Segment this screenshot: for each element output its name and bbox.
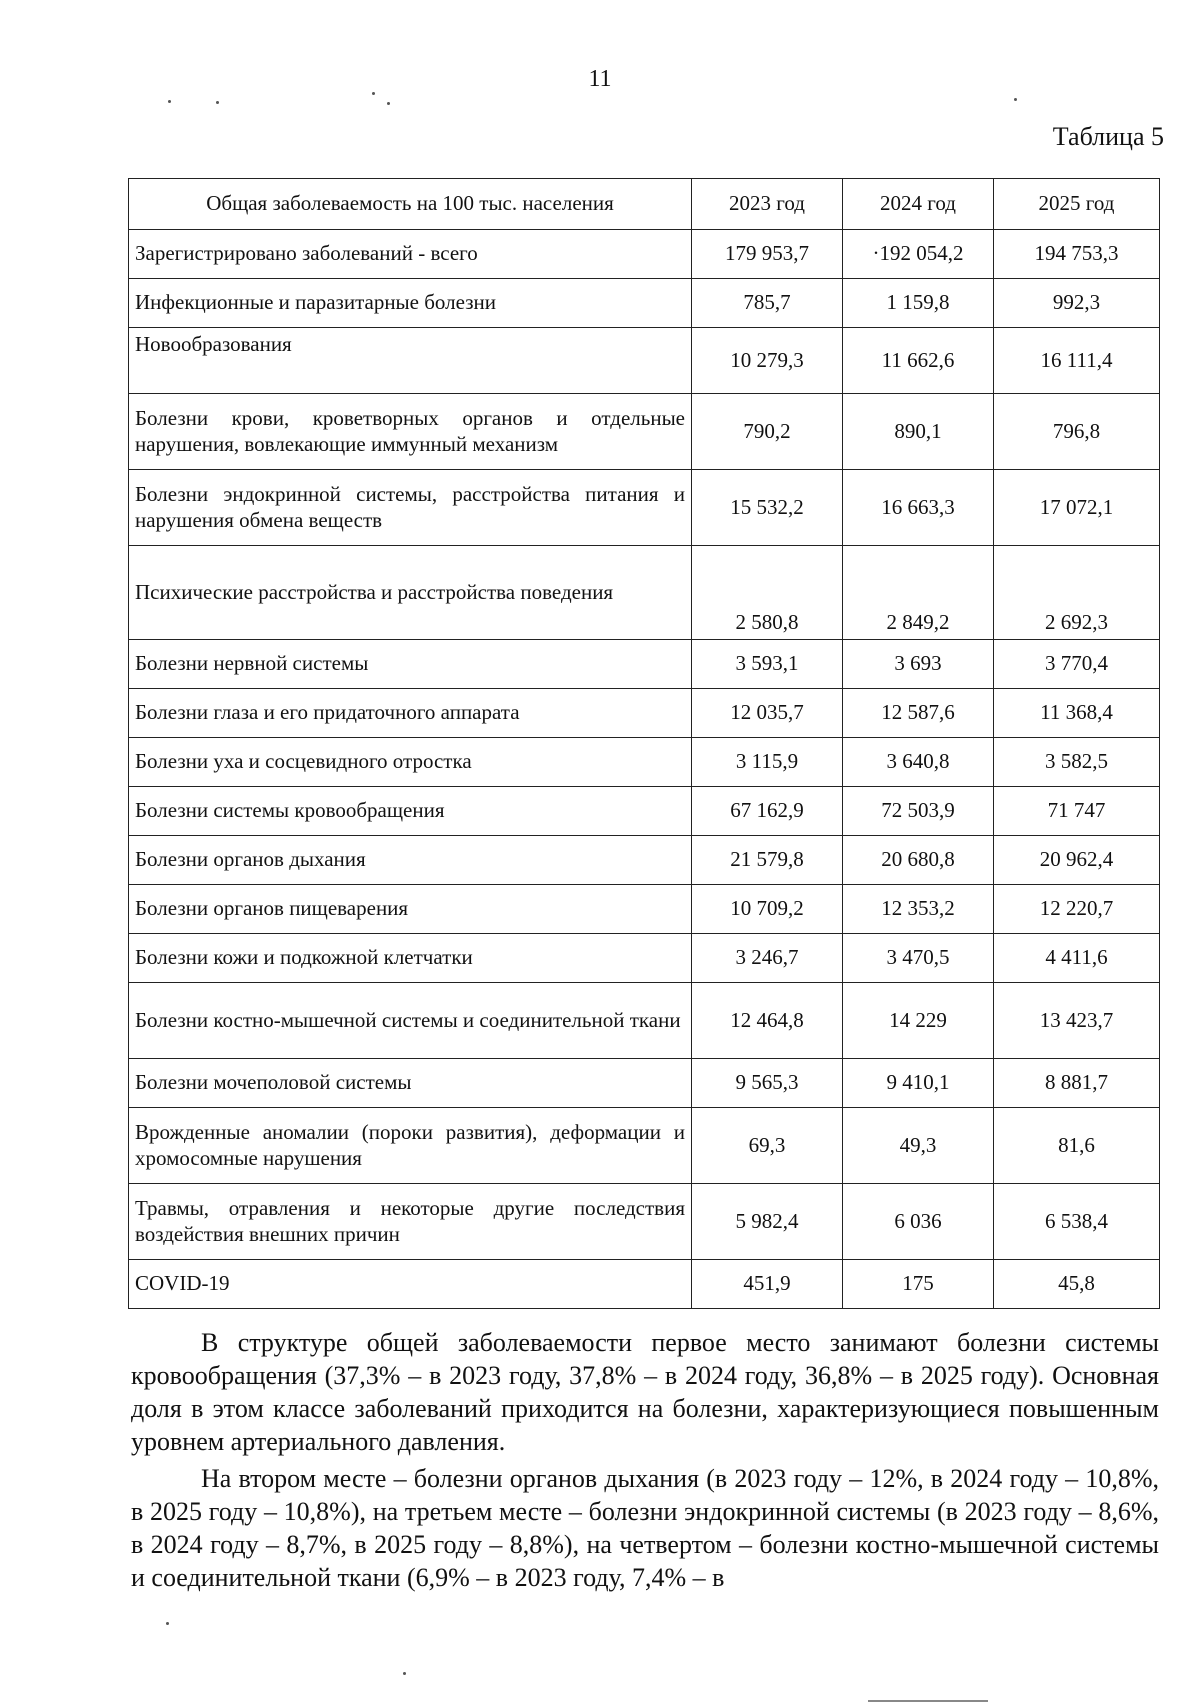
cell-2023: 179 953,7 xyxy=(692,230,843,279)
row-label: Болезни нервной системы xyxy=(129,640,692,689)
cell-2024: 49,3 xyxy=(843,1108,994,1184)
cell-2025: 45,8 xyxy=(994,1260,1160,1309)
body-text xyxy=(131,1326,1159,1598)
row-label: Инфекционные и паразитарные болезни xyxy=(129,279,692,328)
cell-2024: 3 640,8 xyxy=(843,738,994,787)
header-2025: 2025 год xyxy=(994,179,1160,230)
row-label: Психические расстройства и расстройства поведения xyxy=(129,546,692,640)
cell-2025: 4 411,6 xyxy=(994,934,1160,983)
cell-2025: 20 962,4 xyxy=(994,836,1160,885)
header-2024: 2024 год xyxy=(843,179,994,230)
cell-2025: 194 753,3 xyxy=(994,230,1160,279)
cell-2024: 12 587,6 xyxy=(843,689,994,738)
cell-2025: 71 747 xyxy=(994,787,1160,836)
cell-2025: 11 368,4 xyxy=(994,689,1160,738)
page-number: 11 xyxy=(588,66,612,92)
cell-2024: 20 680,8 xyxy=(843,836,994,885)
table-row xyxy=(129,640,1160,689)
cell-2024: 16 663,3 xyxy=(843,470,994,546)
row-label: Болезни системы кровообращения xyxy=(129,787,692,836)
row-label: Болезни мочеполовой системы xyxy=(129,1059,692,1108)
table-row xyxy=(129,1059,1160,1108)
cell-2024: 890,1 xyxy=(843,394,994,470)
cell-2023: 12 464,8 xyxy=(692,983,843,1059)
row-label: Врожденные аномалии (пороки развития), деформации и хромосомные нарушения xyxy=(129,1108,692,1184)
cell-2024: 12 353,2 xyxy=(843,885,994,934)
cell-2023: 69,3 xyxy=(692,1108,843,1184)
cell-2023: 5 982,4 xyxy=(692,1184,843,1260)
cell-2023: 9 565,3 xyxy=(692,1059,843,1108)
table-row xyxy=(129,394,1160,470)
cell-2025: 2 692,3 xyxy=(994,546,1160,640)
cell-2023: 3 115,9 xyxy=(692,738,843,787)
cell-2024: 1 159,8 xyxy=(843,279,994,328)
cell-2025: 3 582,5 xyxy=(994,738,1160,787)
row-label: Новообразования xyxy=(129,328,692,394)
row-label: Болезни костно-мышечной системы и соединительной ткани xyxy=(129,983,692,1059)
cell-2025: 13 423,7 xyxy=(994,983,1160,1059)
table-header-row xyxy=(129,179,1160,230)
cell-2025: 6 538,4 xyxy=(994,1184,1160,1260)
table-row xyxy=(129,787,1160,836)
cell-2024: 3 693 xyxy=(843,640,994,689)
row-label: Болезни органов пищеварения xyxy=(129,885,692,934)
cell-2023: 67 162,9 xyxy=(692,787,843,836)
scan-speck xyxy=(1014,98,1017,101)
scan-speck xyxy=(216,101,219,104)
cell-2023: 12 035,7 xyxy=(692,689,843,738)
table-row xyxy=(129,738,1160,787)
row-label: Травмы, отравления и некоторые другие последствия воздействия внешних причин xyxy=(129,1184,692,1260)
cell-2024: 175 xyxy=(843,1260,994,1309)
row-label: COVID-19 xyxy=(129,1260,692,1309)
table-row xyxy=(129,934,1160,983)
cell-2025: 8 881,7 xyxy=(994,1059,1160,1108)
table-caption: Таблица 5 xyxy=(1052,122,1164,151)
cell-2024: 6 036 xyxy=(843,1184,994,1260)
table-row xyxy=(129,836,1160,885)
table-row xyxy=(129,1184,1160,1260)
cell-2025: 17 072,1 xyxy=(994,470,1160,546)
cell-2025: 16 111,4 xyxy=(994,328,1160,394)
morbidity-table xyxy=(128,178,1160,1309)
header-category: Общая заболеваемость на 100 тыс. населения xyxy=(129,179,692,230)
table-row xyxy=(129,1108,1160,1184)
row-label: Болезни крови, кроветворных органов и отдельные нарушения, вовлекающие иммунный механизм xyxy=(129,394,692,470)
cell-2024: 9 410,1 xyxy=(843,1059,994,1108)
cell-2024: 72 503,9 xyxy=(843,787,994,836)
scan-speck xyxy=(372,92,375,95)
scan-speck xyxy=(387,102,390,105)
cell-2023: 3 246,7 xyxy=(692,934,843,983)
cell-2024: 11 662,6 xyxy=(843,328,994,394)
cell-2023: 10 709,2 xyxy=(692,885,843,934)
table-row xyxy=(129,546,1160,640)
cell-2025: 12 220,7 xyxy=(994,885,1160,934)
table-row xyxy=(129,279,1160,328)
cell-2023: 21 579,8 xyxy=(692,836,843,885)
paragraph-2: На втором месте – болезни органов дыхания (в 2023 году – 12%, в 2024 году – 10,8%, в 2025 году – 10,8%), на третьем месте – болезни эндокринной системы (в 2023 году – 8,6%, в 2024 году – 8,7%, в 2025 году – 8,8%), на четвертом – болезни костно-мышечной системы и соединительной ткани (6,9% – в 2023 году, 7,4% – в xyxy=(131,1464,1159,1592)
paragraph-1: В структуре общей заболеваемости первое место занимают болезни системы кровообращения (37,3% – в 2023 году, 37,8% – в 2024 году, 36,8% – в 2025 году). Основная доля в этом классе заболеваний приходится на болезни, характеризующиеся повышенным уровнем артериального давления. xyxy=(131,1328,1159,1456)
row-label: Болезни эндокринной системы, расстройства питания и нарушения обмена веществ xyxy=(129,470,692,546)
cell-2023: 2 580,8 xyxy=(692,546,843,640)
row-label: Болезни кожи и подкожной клетчатки xyxy=(129,934,692,983)
cell-2025: 3 770,4 xyxy=(994,640,1160,689)
cell-2024: 14 229 xyxy=(843,983,994,1059)
scan-speck xyxy=(403,1672,406,1675)
row-label: Болезни органов дыхания xyxy=(129,836,692,885)
cell-2025: 796,8 xyxy=(994,394,1160,470)
row-label: Болезни уха и сосцевидного отростка xyxy=(129,738,692,787)
cell-2025: 992,3 xyxy=(994,279,1160,328)
table-row xyxy=(129,230,1160,279)
cell-2024: 3 470,5 xyxy=(843,934,994,983)
table-row xyxy=(129,983,1160,1059)
cell-2025: 81,6 xyxy=(994,1108,1160,1184)
cell-2023: 790,2 xyxy=(692,394,843,470)
row-label: Зарегистрировано заболеваний - всего xyxy=(129,230,692,279)
cell-2023: 785,7 xyxy=(692,279,843,328)
table-row xyxy=(129,328,1160,394)
cell-2023: 15 532,2 xyxy=(692,470,843,546)
scan-edge-mark xyxy=(868,1700,988,1702)
table-row xyxy=(129,470,1160,546)
scan-speck xyxy=(168,100,171,103)
cell-2023: 10 279,3 xyxy=(692,328,843,394)
row-label: Болезни глаза и его придаточного аппарата xyxy=(129,689,692,738)
cell-2023: 3 593,1 xyxy=(692,640,843,689)
table-row xyxy=(129,689,1160,738)
scan-speck xyxy=(166,1622,169,1625)
cell-2023: 451,9 xyxy=(692,1260,843,1309)
cell-2024: ·192 054,2 xyxy=(843,230,994,279)
table-row xyxy=(129,885,1160,934)
cell-2024: 2 849,2 xyxy=(843,546,994,640)
table-row xyxy=(129,1260,1160,1309)
header-2023: 2023 год xyxy=(692,179,843,230)
